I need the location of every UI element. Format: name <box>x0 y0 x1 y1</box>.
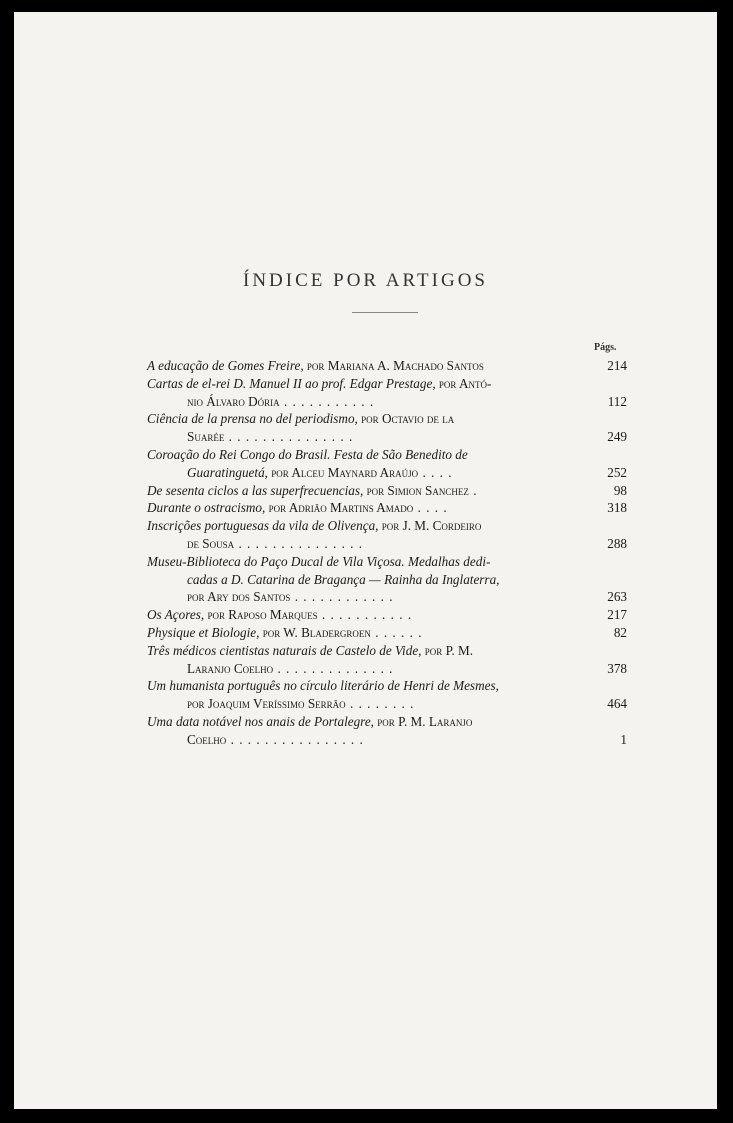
entry-title: A educação de Gomes Freire, <box>147 358 304 373</box>
entry-title: Durante o ostracismo, <box>147 500 266 516</box>
toc-entry <box>147 553 627 606</box>
entry-title: Uma data notável nos anais de Portalegre, <box>147 713 374 729</box>
leader-dots: . . . . . . . . <box>345 696 415 712</box>
document-page <box>14 12 717 1109</box>
entry-title: De sesenta ciclos a las superfrecuencias, <box>147 482 364 498</box>
entry-title: Três médicos cientistas naturais de Castelo de Vide, <box>147 642 422 658</box>
entry-author: Coelho <box>187 731 227 747</box>
entry-author: nio Álvaro Dória <box>187 393 280 409</box>
entry-page: 288 <box>607 535 627 551</box>
leader-dots: . . . . <box>413 500 448 516</box>
entry-author: por Alceu Maynard Araújo <box>267 464 419 480</box>
entry-page: 263 <box>607 589 627 605</box>
entry-page: 214 <box>607 358 627 373</box>
entry-page: 249 <box>607 429 627 445</box>
toc-entry <box>147 410 627 446</box>
toc-entry <box>147 624 627 642</box>
leader-dots: . . . . . . . . . . . . . . <box>273 660 394 676</box>
entry-title: Cartas de el-rei D. Manuel II ao prof. Edgar Prestage, <box>147 375 436 391</box>
entry-page: 82 <box>613 624 627 640</box>
entry-title: Os Açores, <box>147 607 205 623</box>
toc-entry <box>147 606 627 624</box>
entry-author: Suarée <box>187 429 225 445</box>
toc-entry <box>147 642 627 678</box>
toc-entry <box>147 713 627 749</box>
entry-author: por P. M. Laranjo <box>373 713 473 729</box>
toc-entry <box>147 357 627 375</box>
entry-author: por Adrião Martins Amado <box>265 500 414 516</box>
entry-author: por Joaquim Veríssimo Serrão <box>187 696 346 712</box>
leader-dots: . . . . . . . . . . . <box>317 607 413 623</box>
entry-author: por Raposo Marques <box>204 607 318 623</box>
entry-page: 464 <box>607 696 627 712</box>
entry-page: 378 <box>607 660 627 676</box>
leader-dots: . . . . . . . . . . . . . . . <box>234 535 364 551</box>
entry-page: 112 <box>607 393 627 409</box>
entry-title: Guaratinguetá, <box>187 464 268 480</box>
entry-author: por Antó- <box>435 375 492 391</box>
leader-dots: . <box>468 482 478 498</box>
entry-title: Museu-Biblioteca do Paço Ducal de Vila Viçosa. Medalhas dedi- <box>147 553 491 569</box>
entry-page: 1 <box>620 731 627 747</box>
leader-dots: . . . . . . . . . . . . <box>290 589 394 605</box>
entry-title: Ciência de la prensa no del periodismo, <box>147 411 358 427</box>
toc-entry <box>147 517 627 553</box>
table-of-contents <box>147 357 627 749</box>
entry-title: Coroação do Rei Congo do Brasil. Festa de São Benedito de <box>147 446 468 462</box>
entry-author: Laranjo Coelho <box>187 660 274 676</box>
entry-author: por Octavio de la <box>357 411 455 427</box>
toc-entry <box>147 375 627 411</box>
entry-author: por Mariana A. Machado Santos <box>303 358 484 373</box>
entry-title: Physique et Biologie, <box>147 624 260 640</box>
entry-title: Inscrições portuguesas da vila de Olivença, <box>147 518 379 534</box>
entry-page: 217 <box>607 607 627 623</box>
entry-author: por W. Bladergroen <box>259 624 371 640</box>
entry-author: por Simion Sanchez <box>363 482 469 498</box>
entry-author: por P. M. <box>421 642 474 658</box>
entry-page: 318 <box>607 500 627 516</box>
leader-dots: . . . . . . . . . . . . . . . . <box>226 731 364 747</box>
leader-dots: . . . . . . <box>370 624 423 640</box>
leader-dots: . . . . . . . . . . . <box>279 393 375 409</box>
leader-dots: . . . . . . . . . . . . . . . <box>224 429 354 445</box>
page-title: ÍNDICE POR ARTIGOS <box>243 270 488 291</box>
toc-entry <box>147 482 627 500</box>
title-rule <box>352 312 418 313</box>
toc-entry <box>147 446 627 482</box>
entry-title: Um humanista português no círculo literário de Henri de Mesmes, <box>147 678 499 694</box>
entry-author: por Ary dos Santos <box>187 589 291 605</box>
pages-column-header: Págs. <box>594 342 617 353</box>
entry-author: por J. M. Cordeiro <box>378 518 482 534</box>
entry-title: cadas a D. Catarina de Bragança — Rainha da Inglaterra, <box>187 571 500 587</box>
entry-author: de Sousa <box>187 535 235 551</box>
leader-dots: . . . . <box>418 464 453 480</box>
toc-entry <box>147 499 627 517</box>
entry-page: 252 <box>607 464 627 480</box>
toc-entry <box>147 677 627 713</box>
entry-page: 98 <box>613 482 627 498</box>
